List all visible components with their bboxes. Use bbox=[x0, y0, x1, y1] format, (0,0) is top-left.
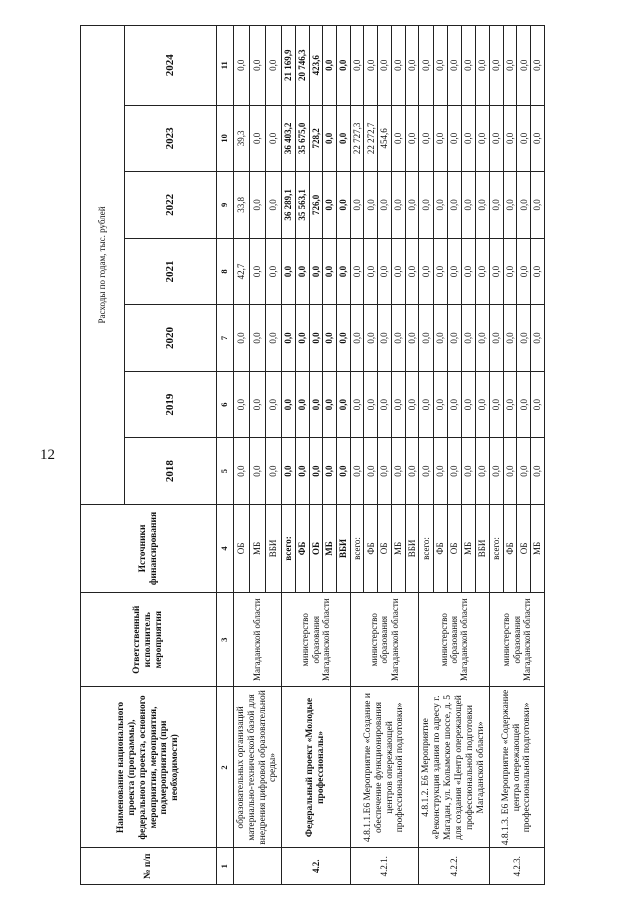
expense-value: 0,0 bbox=[295, 438, 309, 505]
row-number: 4.2.1. bbox=[350, 848, 419, 885]
expense-value: 0,0 bbox=[475, 238, 489, 305]
column-index-row bbox=[217, 26, 234, 885]
expense-value: 0,0 bbox=[517, 26, 531, 106]
funding-source: ВБИ bbox=[475, 504, 489, 592]
expense-value: 0,0 bbox=[336, 305, 350, 372]
expense-value: 0,0 bbox=[461, 371, 475, 438]
expense-value: 35 563,1 bbox=[295, 172, 309, 239]
header-year: 2024 bbox=[125, 26, 217, 106]
column-index: 6 bbox=[217, 371, 234, 438]
expense-value: 0,0 bbox=[323, 172, 337, 239]
expense-value: 0,0 bbox=[531, 105, 545, 172]
expense-value: 0,0 bbox=[503, 438, 517, 505]
funding-source: ФБ bbox=[433, 504, 447, 592]
expense-value: 0,0 bbox=[433, 172, 447, 239]
expense-value: 0,0 bbox=[461, 238, 475, 305]
expense-value: 0,0 bbox=[350, 172, 364, 239]
expense-value: 0,0 bbox=[531, 26, 545, 106]
table-row bbox=[419, 26, 433, 885]
expense-value: 0,0 bbox=[503, 305, 517, 372]
expense-value: 0,0 bbox=[391, 438, 405, 505]
funding-source: ВБИ bbox=[405, 504, 419, 592]
expense-value: 0,0 bbox=[475, 305, 489, 372]
header-year: 2023 bbox=[125, 105, 217, 172]
expense-value: 0,0 bbox=[405, 238, 419, 305]
expense-value: 0,0 bbox=[447, 238, 461, 305]
expense-value: 0,0 bbox=[447, 105, 461, 172]
expense-value: 0,0 bbox=[282, 238, 296, 305]
rotated-table-container bbox=[80, 25, 545, 885]
expense-value: 0,0 bbox=[364, 305, 378, 372]
expense-value: 726,0 bbox=[309, 172, 323, 239]
expense-value: 0,0 bbox=[447, 172, 461, 239]
expense-value: 0,0 bbox=[378, 26, 392, 106]
expense-value: 0,0 bbox=[295, 371, 309, 438]
header-executor: Ответственный исполнитель мероприятия bbox=[81, 592, 217, 686]
activity-name: образовательных организаций материально-технической базой для внедрения цифровой образовательной среды» bbox=[234, 687, 282, 848]
expense-value: 0,0 bbox=[336, 438, 350, 505]
column-index: 5 bbox=[217, 438, 234, 505]
expense-value: 0,0 bbox=[405, 305, 419, 372]
activity-name: 4.8.1.1.Е6 Мероприятие «Создание и обеспечение функционирования центров опережающей профессиональной подготовки» bbox=[350, 687, 419, 848]
expense-value: 0,0 bbox=[282, 305, 296, 372]
funding-source: МБ bbox=[323, 504, 337, 592]
expense-value: 0,0 bbox=[391, 26, 405, 106]
expense-value: 0,0 bbox=[309, 371, 323, 438]
expense-value: 0,0 bbox=[350, 371, 364, 438]
expense-value: 0,0 bbox=[378, 371, 392, 438]
expense-value: 0,0 bbox=[364, 26, 378, 106]
expense-value: 0,0 bbox=[266, 438, 282, 505]
expense-value: 22 272,7 bbox=[364, 105, 378, 172]
expense-value: 0,0 bbox=[517, 438, 531, 505]
expense-value: 0,0 bbox=[419, 438, 433, 505]
funding-source: ОБ bbox=[234, 504, 250, 592]
expense-value: 0,0 bbox=[489, 26, 503, 106]
expense-value: 0,0 bbox=[531, 438, 545, 505]
expense-value: 36 403,2 bbox=[282, 105, 296, 172]
expense-value: 36 289,1 bbox=[282, 172, 296, 239]
funding-source: ОБ bbox=[517, 504, 531, 592]
expense-value: 454,6 bbox=[378, 105, 392, 172]
column-index: 3 bbox=[217, 592, 234, 686]
expense-value: 0,0 bbox=[234, 305, 250, 372]
expense-value: 0,0 bbox=[378, 305, 392, 372]
column-index: 9 bbox=[217, 172, 234, 239]
row-number: 4.2. bbox=[282, 848, 351, 885]
expense-value: 0,0 bbox=[282, 438, 296, 505]
expense-value: 0,0 bbox=[433, 371, 447, 438]
expense-value: 0,0 bbox=[433, 305, 447, 372]
expense-value: 0,0 bbox=[405, 438, 419, 505]
expense-value: 0,0 bbox=[266, 172, 282, 239]
expense-value: 0,0 bbox=[266, 238, 282, 305]
executor: Магаданской области bbox=[234, 592, 282, 686]
expense-value: 0,0 bbox=[503, 371, 517, 438]
funding-source: ФБ bbox=[295, 504, 309, 592]
expense-value: 0,0 bbox=[323, 26, 337, 106]
expense-value: 0,0 bbox=[336, 105, 350, 172]
expense-value: 0,0 bbox=[517, 305, 531, 372]
header-expenses: Расходы по годам, тыс. рублей bbox=[81, 26, 125, 505]
expense-value: 0,0 bbox=[282, 371, 296, 438]
expense-value: 0,0 bbox=[461, 438, 475, 505]
expense-value: 22 727,3 bbox=[350, 105, 364, 172]
expense-value: 0,0 bbox=[475, 438, 489, 505]
expense-value: 0,0 bbox=[461, 105, 475, 172]
expense-value: 0,0 bbox=[336, 238, 350, 305]
funding-source: МБ bbox=[391, 504, 405, 592]
expense-value: 35 675,0 bbox=[295, 105, 309, 172]
expense-value: 0,0 bbox=[405, 26, 419, 106]
expense-value: 0,0 bbox=[309, 238, 323, 305]
header-name: Наименование национального проекта (программы), федерального проекта, основного мероприятия, мероприятия, подмероприятия (при необходимости) bbox=[81, 687, 217, 848]
expense-value: 0,0 bbox=[489, 105, 503, 172]
table-row bbox=[350, 26, 364, 885]
expense-value: 0,0 bbox=[405, 105, 419, 172]
expense-value: 0,0 bbox=[419, 26, 433, 106]
expense-value: 0,0 bbox=[295, 238, 309, 305]
executor: министерство образования Магаданской области bbox=[282, 592, 351, 686]
expense-value: 0,0 bbox=[323, 438, 337, 505]
expense-value: 0,0 bbox=[250, 238, 266, 305]
funding-source: МБ bbox=[461, 504, 475, 592]
expense-value: 0,0 bbox=[475, 105, 489, 172]
expense-value: 0,0 bbox=[447, 305, 461, 372]
expense-value: 0,0 bbox=[447, 26, 461, 106]
expense-value: 0,0 bbox=[250, 172, 266, 239]
expense-value: 0,0 bbox=[433, 26, 447, 106]
expense-value: 0,0 bbox=[531, 238, 545, 305]
expense-value: 0,0 bbox=[250, 371, 266, 438]
expense-value: 0,0 bbox=[309, 305, 323, 372]
expense-value: 0,0 bbox=[350, 26, 364, 106]
executor: министерство образования Магаданской области bbox=[489, 592, 544, 686]
expense-value: 0,0 bbox=[489, 305, 503, 372]
expense-value: 0,0 bbox=[336, 172, 350, 239]
funding-source: МБ bbox=[531, 504, 545, 592]
header-year: 2022 bbox=[125, 172, 217, 239]
expense-value: 0,0 bbox=[378, 238, 392, 305]
expense-value: 0,0 bbox=[350, 438, 364, 505]
expense-value: 0,0 bbox=[461, 305, 475, 372]
column-index: 10 bbox=[217, 105, 234, 172]
expense-value: 0,0 bbox=[489, 438, 503, 505]
expense-value: 0,0 bbox=[419, 105, 433, 172]
expense-value: 0,0 bbox=[391, 105, 405, 172]
expense-value: 0,0 bbox=[234, 26, 250, 106]
activity-name: 4.8.1.2. Е6 Мероприятие «Реконструкция здания по адресу г. Магадан, ул. Колымское шоссе, д. 5 для создания «Центр опережающей профессиональной подготовки Магаданской области» bbox=[419, 687, 490, 848]
expense-value: 39,3 bbox=[234, 105, 250, 172]
expense-value: 0,0 bbox=[266, 105, 282, 172]
executor: министерство образования Магаданской области bbox=[419, 592, 490, 686]
expense-value: 0,0 bbox=[447, 371, 461, 438]
expense-value: 728,2 bbox=[309, 105, 323, 172]
column-index: 11 bbox=[217, 26, 234, 106]
expense-value: 0,0 bbox=[531, 305, 545, 372]
expense-value: 0,0 bbox=[503, 105, 517, 172]
executor: министерство образования Магаданской области bbox=[350, 592, 419, 686]
expense-value: 0,0 bbox=[433, 438, 447, 505]
activity-name: Федеральный проект «Молодые профессионалы» bbox=[282, 687, 351, 848]
funding-source: всего: bbox=[282, 504, 296, 592]
expenses-table bbox=[80, 25, 545, 885]
expense-value: 0,0 bbox=[295, 305, 309, 372]
expense-value: 0,0 bbox=[364, 238, 378, 305]
funding-source: всего: bbox=[489, 504, 503, 592]
expense-value: 0,0 bbox=[531, 371, 545, 438]
expense-value: 0,0 bbox=[517, 172, 531, 239]
expense-value: 0,0 bbox=[461, 172, 475, 239]
column-index: 8 bbox=[217, 238, 234, 305]
expense-value: 0,0 bbox=[266, 305, 282, 372]
funding-source: всего: bbox=[350, 504, 364, 592]
expense-value: 21 169,9 bbox=[282, 26, 296, 106]
expense-value: 0,0 bbox=[475, 172, 489, 239]
expense-value: 0,0 bbox=[323, 105, 337, 172]
header-year: 2020 bbox=[125, 305, 217, 372]
funding-source: ОБ bbox=[447, 504, 461, 592]
funding-source: ОБ bbox=[378, 504, 392, 592]
expense-value: 0,0 bbox=[336, 371, 350, 438]
expense-value: 33,8 bbox=[234, 172, 250, 239]
header-num: № п/п bbox=[81, 848, 217, 885]
expense-value: 0,0 bbox=[234, 438, 250, 505]
funding-source: ВБИ bbox=[336, 504, 350, 592]
expense-value: 0,0 bbox=[433, 105, 447, 172]
expense-value: 0,0 bbox=[405, 371, 419, 438]
expense-value: 42,7 bbox=[234, 238, 250, 305]
header-year: 2021 bbox=[125, 238, 217, 305]
expense-value: 0,0 bbox=[419, 305, 433, 372]
expense-value: 0,0 bbox=[489, 172, 503, 239]
header-source: Источники финансирования bbox=[81, 504, 217, 592]
expense-value: 0,0 bbox=[517, 238, 531, 305]
expense-value: 0,0 bbox=[447, 438, 461, 505]
funding-source: ФБ bbox=[503, 504, 517, 592]
expense-value: 0,0 bbox=[489, 238, 503, 305]
expense-value: 0,0 bbox=[378, 172, 392, 239]
expense-value: 0,0 bbox=[391, 238, 405, 305]
row-number: 4.2.3. bbox=[489, 848, 544, 885]
expense-value: 0,0 bbox=[336, 26, 350, 106]
table-row bbox=[234, 26, 250, 885]
expense-value: 0,0 bbox=[503, 238, 517, 305]
expense-value: 0,0 bbox=[517, 105, 531, 172]
expense-value: 0,0 bbox=[364, 371, 378, 438]
expense-value: 0,0 bbox=[419, 172, 433, 239]
expense-value: 0,0 bbox=[419, 238, 433, 305]
expense-value: 0,0 bbox=[503, 172, 517, 239]
expense-value: 0,0 bbox=[234, 371, 250, 438]
expense-value: 0,0 bbox=[350, 238, 364, 305]
expense-value: 0,0 bbox=[250, 438, 266, 505]
expense-value: 0,0 bbox=[266, 371, 282, 438]
row-number: 4.2.2. bbox=[419, 848, 490, 885]
header-year: 2019 bbox=[125, 371, 217, 438]
expense-value: 0,0 bbox=[433, 238, 447, 305]
funding-source: ФБ bbox=[364, 504, 378, 592]
expense-value: 0,0 bbox=[323, 305, 337, 372]
funding-source: ОБ bbox=[309, 504, 323, 592]
expense-value: 0,0 bbox=[461, 26, 475, 106]
column-index: 2 bbox=[217, 687, 234, 848]
expense-value: 0,0 bbox=[391, 305, 405, 372]
expense-value: 20 746,3 bbox=[295, 26, 309, 106]
expense-value: 0,0 bbox=[475, 26, 489, 106]
expense-value: 0,0 bbox=[250, 26, 266, 106]
expense-value: 0,0 bbox=[323, 371, 337, 438]
expense-value: 0,0 bbox=[364, 172, 378, 239]
expense-value: 0,0 bbox=[503, 26, 517, 106]
table-row bbox=[282, 26, 296, 885]
expense-value: 0,0 bbox=[405, 172, 419, 239]
table-row bbox=[489, 26, 503, 885]
expense-value: 0,0 bbox=[391, 172, 405, 239]
expense-value: 0,0 bbox=[489, 371, 503, 438]
funding-source: ВБИ bbox=[266, 504, 282, 592]
funding-source: всего: bbox=[419, 504, 433, 592]
table-body bbox=[234, 26, 545, 885]
expense-value: 0,0 bbox=[309, 438, 323, 505]
expense-value: 0,0 bbox=[250, 105, 266, 172]
expense-value: 0,0 bbox=[378, 438, 392, 505]
expense-value: 0,0 bbox=[475, 371, 489, 438]
expense-value: 0,0 bbox=[517, 371, 531, 438]
expense-value: 0,0 bbox=[250, 305, 266, 372]
column-index: 1 bbox=[217, 848, 234, 885]
row-number bbox=[234, 848, 282, 885]
expense-value: 0,0 bbox=[364, 438, 378, 505]
page-number: 12 bbox=[40, 447, 55, 463]
expense-value: 0,0 bbox=[350, 305, 364, 372]
column-index: 7 bbox=[217, 305, 234, 372]
expense-value: 0,0 bbox=[391, 371, 405, 438]
expense-value: 0,0 bbox=[419, 371, 433, 438]
activity-name: 4.8.1.3. Е6 Мероприятие «Содержание центра опережающей профессиональной подготовки» bbox=[489, 687, 544, 848]
expense-value: 0,0 bbox=[323, 238, 337, 305]
expense-value: 0,0 bbox=[531, 172, 545, 239]
column-index: 4 bbox=[217, 504, 234, 592]
expense-value: 423,6 bbox=[309, 26, 323, 106]
funding-source: МБ bbox=[250, 504, 266, 592]
expense-value: 0,0 bbox=[266, 26, 282, 106]
header-year: 2018 bbox=[125, 438, 217, 505]
